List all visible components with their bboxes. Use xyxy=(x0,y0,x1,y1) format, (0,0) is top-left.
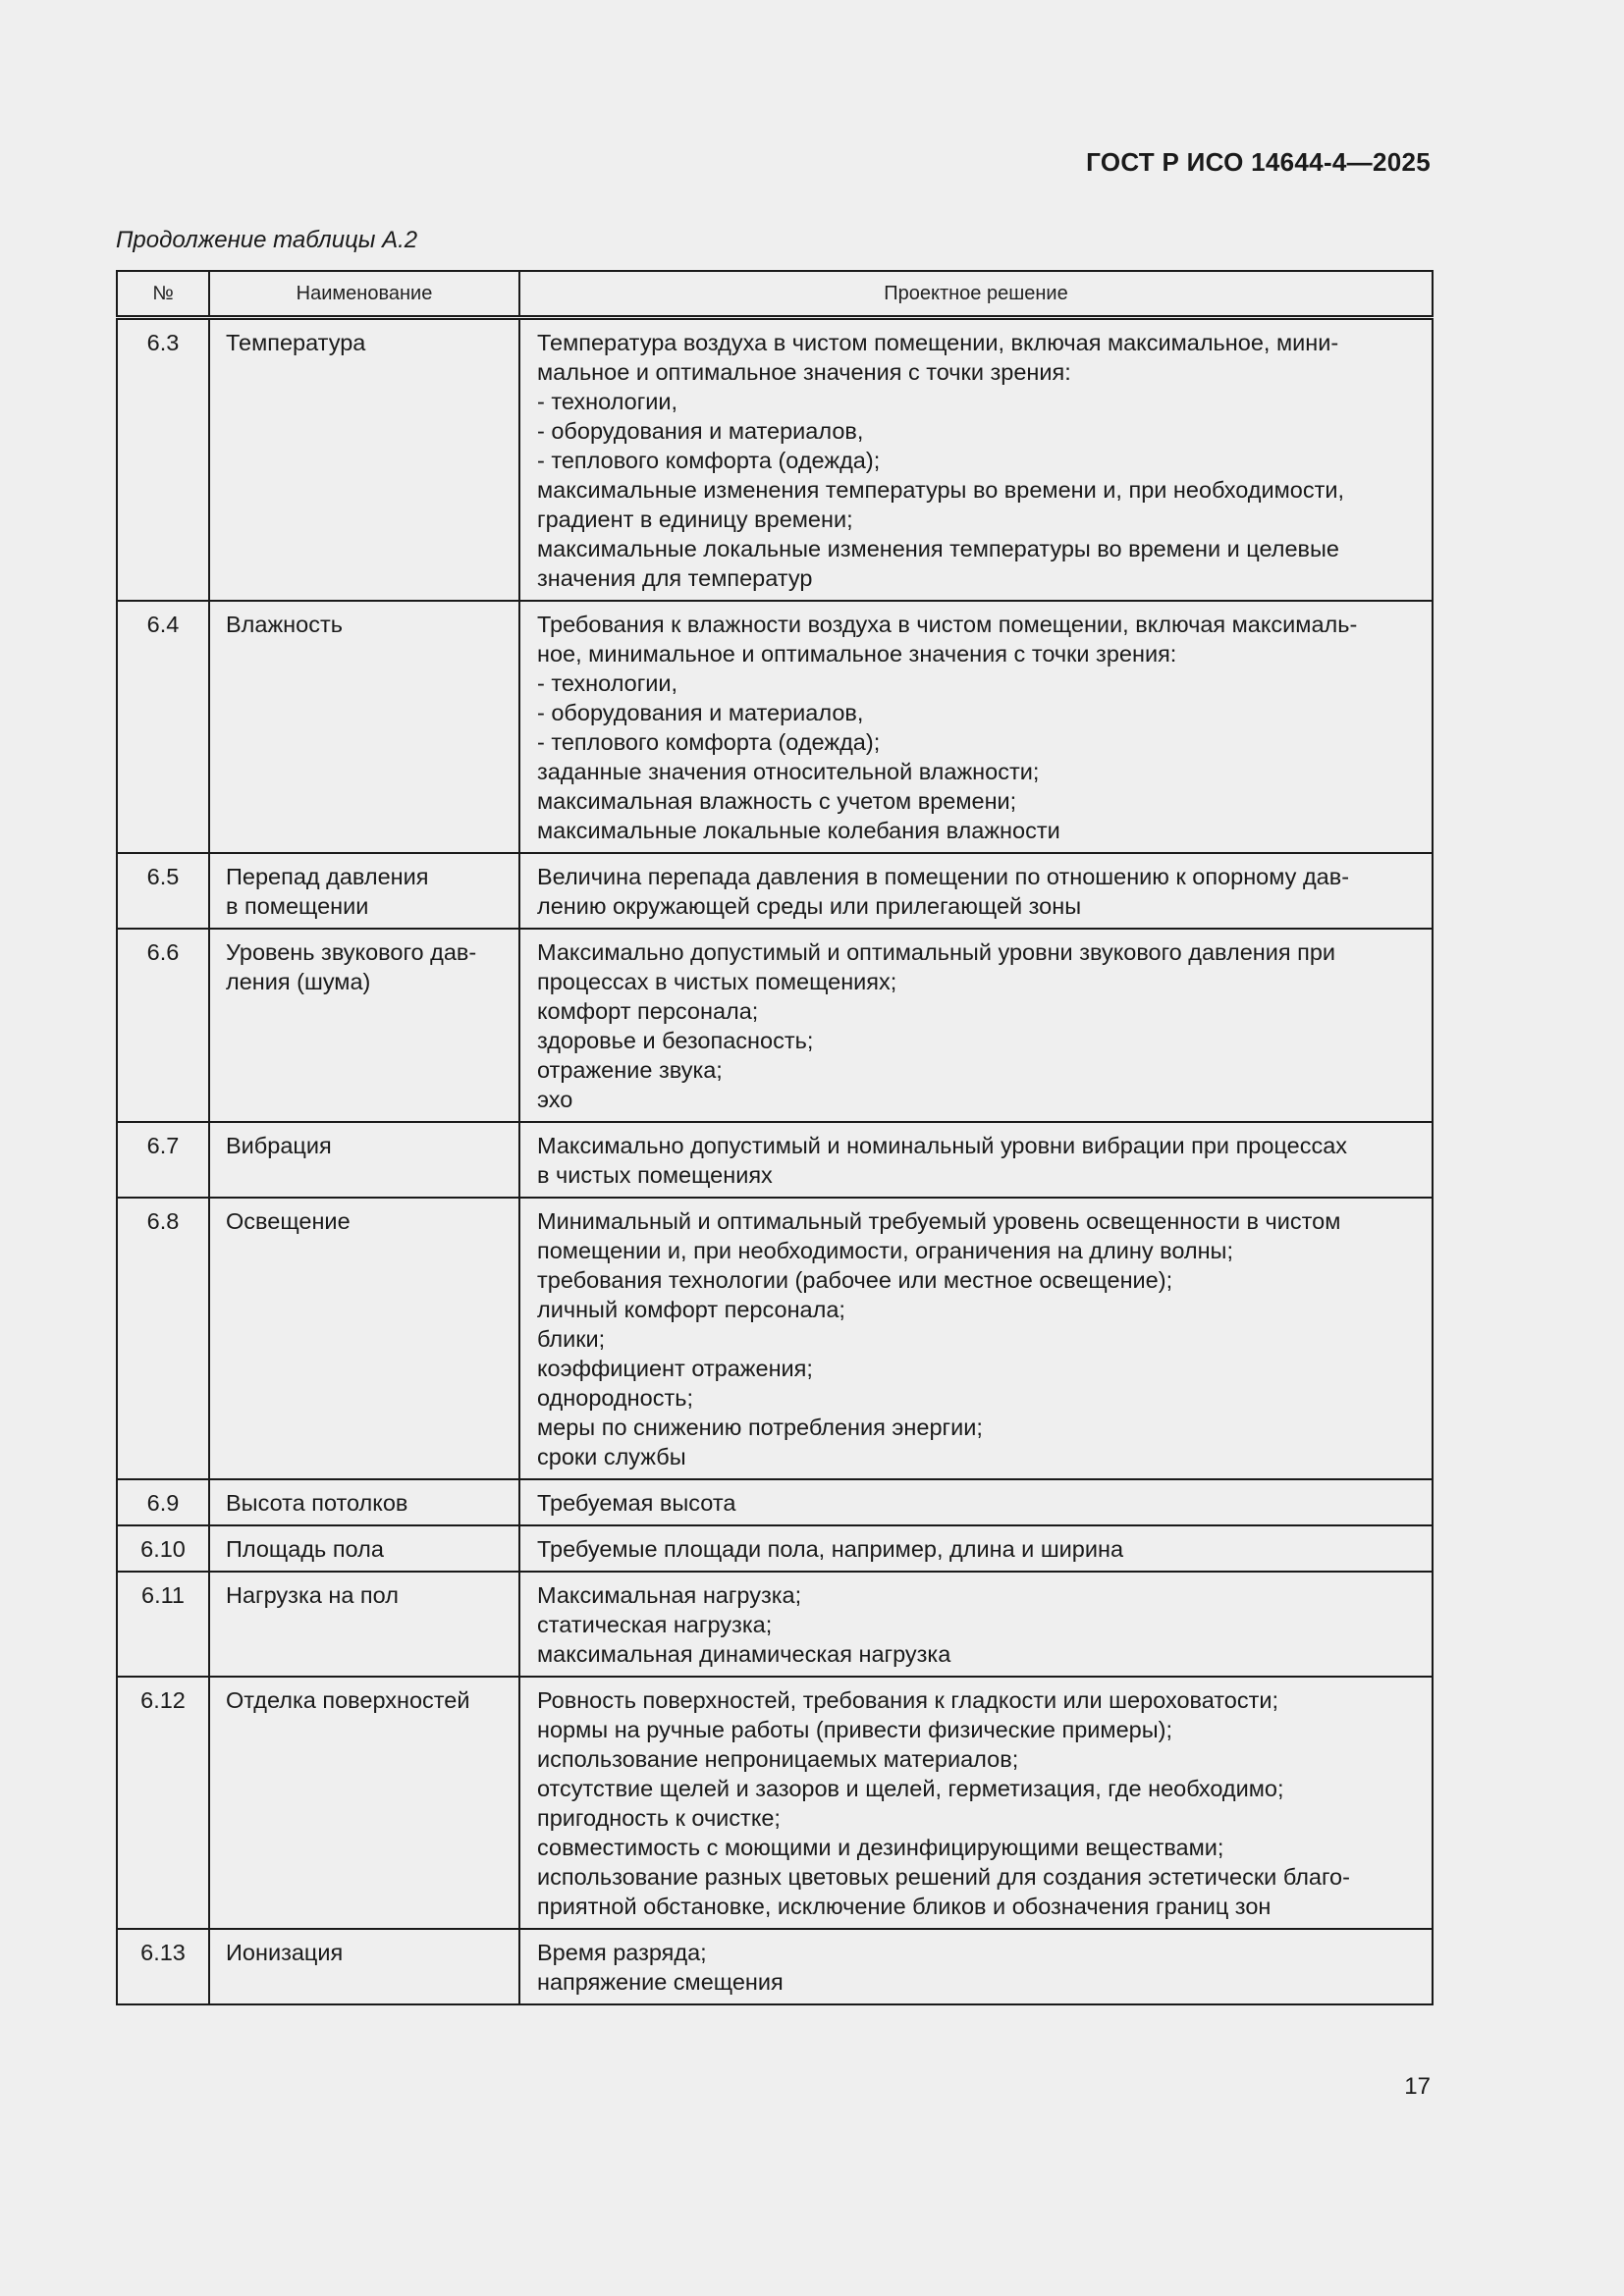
column-header-solution: Проектное решение xyxy=(519,271,1433,318)
table-row xyxy=(117,1198,1433,1479)
row-number: 6.7 xyxy=(117,1122,209,1198)
row-solution-line: - технологии, xyxy=(537,389,678,414)
row-name-line: Температура xyxy=(226,330,366,355)
row-name-line: Площадь пола xyxy=(226,1536,384,1562)
row-solution-line: лению окружающей среды или прилегающей зоны xyxy=(537,893,1082,919)
row-solution-line: Требования к влажности воздуха в чистом помещении, включая максималь- xyxy=(537,612,1358,637)
column-header-name: Наименование xyxy=(209,271,519,318)
table-row xyxy=(117,929,1433,1122)
row-name xyxy=(209,1198,519,1479)
page-number: 17 xyxy=(1404,2073,1431,2100)
row-solution xyxy=(519,1122,1433,1198)
row-solution-line: совместимость с моющими и дезинфицирующими веществами; xyxy=(537,1835,1224,1860)
row-solution-line: отсутствие щелей и зазоров и щелей, герметизация, где необходимо; xyxy=(537,1776,1284,1801)
spec-table xyxy=(116,270,1434,2005)
table-row xyxy=(117,1572,1433,1677)
row-solution-line: Минимальный и оптимальный требуемый уровень освещенности в чистом xyxy=(537,1208,1341,1234)
row-number: 6.10 xyxy=(117,1525,209,1572)
row-solution-line: коэффициент отражения; xyxy=(537,1356,813,1381)
row-solution-line: однородность; xyxy=(537,1385,693,1411)
row-solution xyxy=(519,1525,1433,1572)
row-solution-line: помещении и, при необходимости, ограничения на длину волны; xyxy=(537,1238,1233,1263)
row-solution-line: Температура воздуха в чистом помещении, включая максимальное, мини- xyxy=(537,330,1339,355)
row-solution xyxy=(519,1677,1433,1929)
row-name-line: Нагрузка на пол xyxy=(226,1582,399,1608)
row-solution-line: значения для температур xyxy=(537,565,813,591)
row-solution-line: напряжение смещения xyxy=(537,1969,784,1995)
row-solution-line: Максимально допустимый и номинальный уровни вибрации при процессах xyxy=(537,1133,1348,1158)
row-solution-line: требования технологии (рабочее или местное освещение); xyxy=(537,1267,1173,1293)
table-row xyxy=(117,1525,1433,1572)
row-number: 6.11 xyxy=(117,1572,209,1677)
row-solution-line: в чистых помещениях xyxy=(537,1162,773,1188)
row-name-line: Перепад давления xyxy=(226,864,429,889)
row-number: 6.12 xyxy=(117,1677,209,1929)
row-solution-line: - технологии, xyxy=(537,670,678,696)
table-row xyxy=(117,1929,1433,2004)
row-solution-line: пригодность к очистке; xyxy=(537,1805,781,1831)
row-solution-line: эхо xyxy=(537,1087,573,1112)
row-solution-line: максимальные изменения температуры во времени и, при необходимости, xyxy=(537,477,1344,503)
row-name xyxy=(209,1572,519,1677)
row-solution-line: личный комфорт персонала; xyxy=(537,1297,845,1322)
table-row xyxy=(117,318,1433,602)
row-name xyxy=(209,929,519,1122)
document-standard-header: ГОСТ Р ИСО 14644-4—2025 xyxy=(1086,147,1431,177)
row-solution xyxy=(519,318,1433,602)
row-solution-line: статическая нагрузка; xyxy=(537,1612,773,1637)
row-name-line: Вибрация xyxy=(226,1133,332,1158)
row-solution-line: - теплового комфорта (одежда); xyxy=(537,729,881,755)
row-solution-line: использование разных цветовых решений для создания эстетически благо- xyxy=(537,1864,1350,1890)
row-solution-line: Ровность поверхностей, требования к гладкости или шероховатости; xyxy=(537,1687,1279,1713)
row-name xyxy=(209,1525,519,1572)
row-solution-line: - оборудования и материалов, xyxy=(537,700,864,725)
row-solution-line: максимальные локальные изменения температуры во времени и целевые xyxy=(537,536,1339,561)
row-name-line: Ионизация xyxy=(226,1940,344,1965)
row-solution-line: сроки службы xyxy=(537,1444,686,1469)
row-solution-line: максимальные локальные колебания влажности xyxy=(537,818,1060,843)
row-name-line: Влажность xyxy=(226,612,343,637)
table-row xyxy=(117,853,1433,929)
table-row xyxy=(117,601,1433,853)
table-row xyxy=(117,1122,1433,1198)
row-solution-line: максимальная динамическая нагрузка xyxy=(537,1641,951,1667)
row-solution-line: процессах в чистых помещениях; xyxy=(537,969,897,994)
row-name xyxy=(209,1479,519,1525)
row-name-line: ления (шума) xyxy=(226,969,371,994)
row-name xyxy=(209,853,519,929)
row-name-line: Отделка поверхностей xyxy=(226,1687,470,1713)
table-body xyxy=(117,318,1433,2005)
row-number: 6.4 xyxy=(117,601,209,853)
row-solution-line: отражение звука; xyxy=(537,1057,723,1083)
row-solution-line: нормы на ручные работы (привести физические примеры); xyxy=(537,1717,1172,1742)
table-row xyxy=(117,1677,1433,1929)
table-header xyxy=(117,271,1433,318)
row-name xyxy=(209,1929,519,2004)
row-number: 6.6 xyxy=(117,929,209,1122)
row-number: 6.3 xyxy=(117,318,209,602)
column-header-number: № xyxy=(117,271,209,318)
row-number: 6.5 xyxy=(117,853,209,929)
row-name xyxy=(209,1677,519,1929)
row-name-line: Освещение xyxy=(226,1208,351,1234)
row-number: 6.13 xyxy=(117,1929,209,2004)
row-solution-line: блики; xyxy=(537,1326,606,1352)
row-solution-line: приятной обстановке, исключение бликов и обозначения границ зон xyxy=(537,1894,1272,1919)
row-solution-line: градиент в единицу времени; xyxy=(537,507,853,532)
table-caption: Продолжение таблицы А.2 xyxy=(116,227,418,253)
row-solution-line: заданные значения относительной влажности; xyxy=(537,759,1040,784)
row-solution-line: использование непроницаемых материалов; xyxy=(537,1746,1019,1772)
row-solution-line: ное, минимальное и оптимальное значения с точки зрения: xyxy=(537,641,1177,667)
row-name xyxy=(209,601,519,853)
table-header-row xyxy=(117,271,1433,318)
row-solution-line: Время разряда; xyxy=(537,1940,707,1965)
row-solution xyxy=(519,1198,1433,1479)
row-solution-line: здоровье и безопасность; xyxy=(537,1028,814,1053)
row-solution-line: Требуемые площади пола, например, длина и ширина xyxy=(537,1536,1124,1562)
row-solution-line: Величина перепада давления в помещении по отношению к опорному дав- xyxy=(537,864,1350,889)
row-solution-line: максимальная влажность с учетом времени; xyxy=(537,788,1017,814)
row-solution-line: - оборудования и материалов, xyxy=(537,418,864,444)
row-solution xyxy=(519,1572,1433,1677)
row-solution-line: меры по снижению потребления энергии; xyxy=(537,1415,983,1440)
row-solution-line: мальное и оптимальное значения с точки зрения: xyxy=(537,359,1071,385)
row-solution xyxy=(519,1479,1433,1525)
row-name xyxy=(209,318,519,602)
row-solution xyxy=(519,929,1433,1122)
row-name-line: Высота потолков xyxy=(226,1490,408,1516)
table-row xyxy=(117,1479,1433,1525)
row-name-line: в помещении xyxy=(226,893,369,919)
row-name-line: Уровень звукового дав- xyxy=(226,939,477,965)
row-solution xyxy=(519,1929,1433,2004)
row-number: 6.9 xyxy=(117,1479,209,1525)
row-name xyxy=(209,1122,519,1198)
row-solution-line: комфорт персонала; xyxy=(537,998,759,1024)
row-solution xyxy=(519,853,1433,929)
row-solution-line: Требуемая высота xyxy=(537,1490,736,1516)
row-solution xyxy=(519,601,1433,853)
row-number: 6.8 xyxy=(117,1198,209,1479)
row-solution-line: Максимальная нагрузка; xyxy=(537,1582,802,1608)
row-solution-line: - теплового комфорта (одежда); xyxy=(537,448,881,473)
row-solution-line: Максимально допустимый и оптимальный уровни звукового давления при xyxy=(537,939,1336,965)
